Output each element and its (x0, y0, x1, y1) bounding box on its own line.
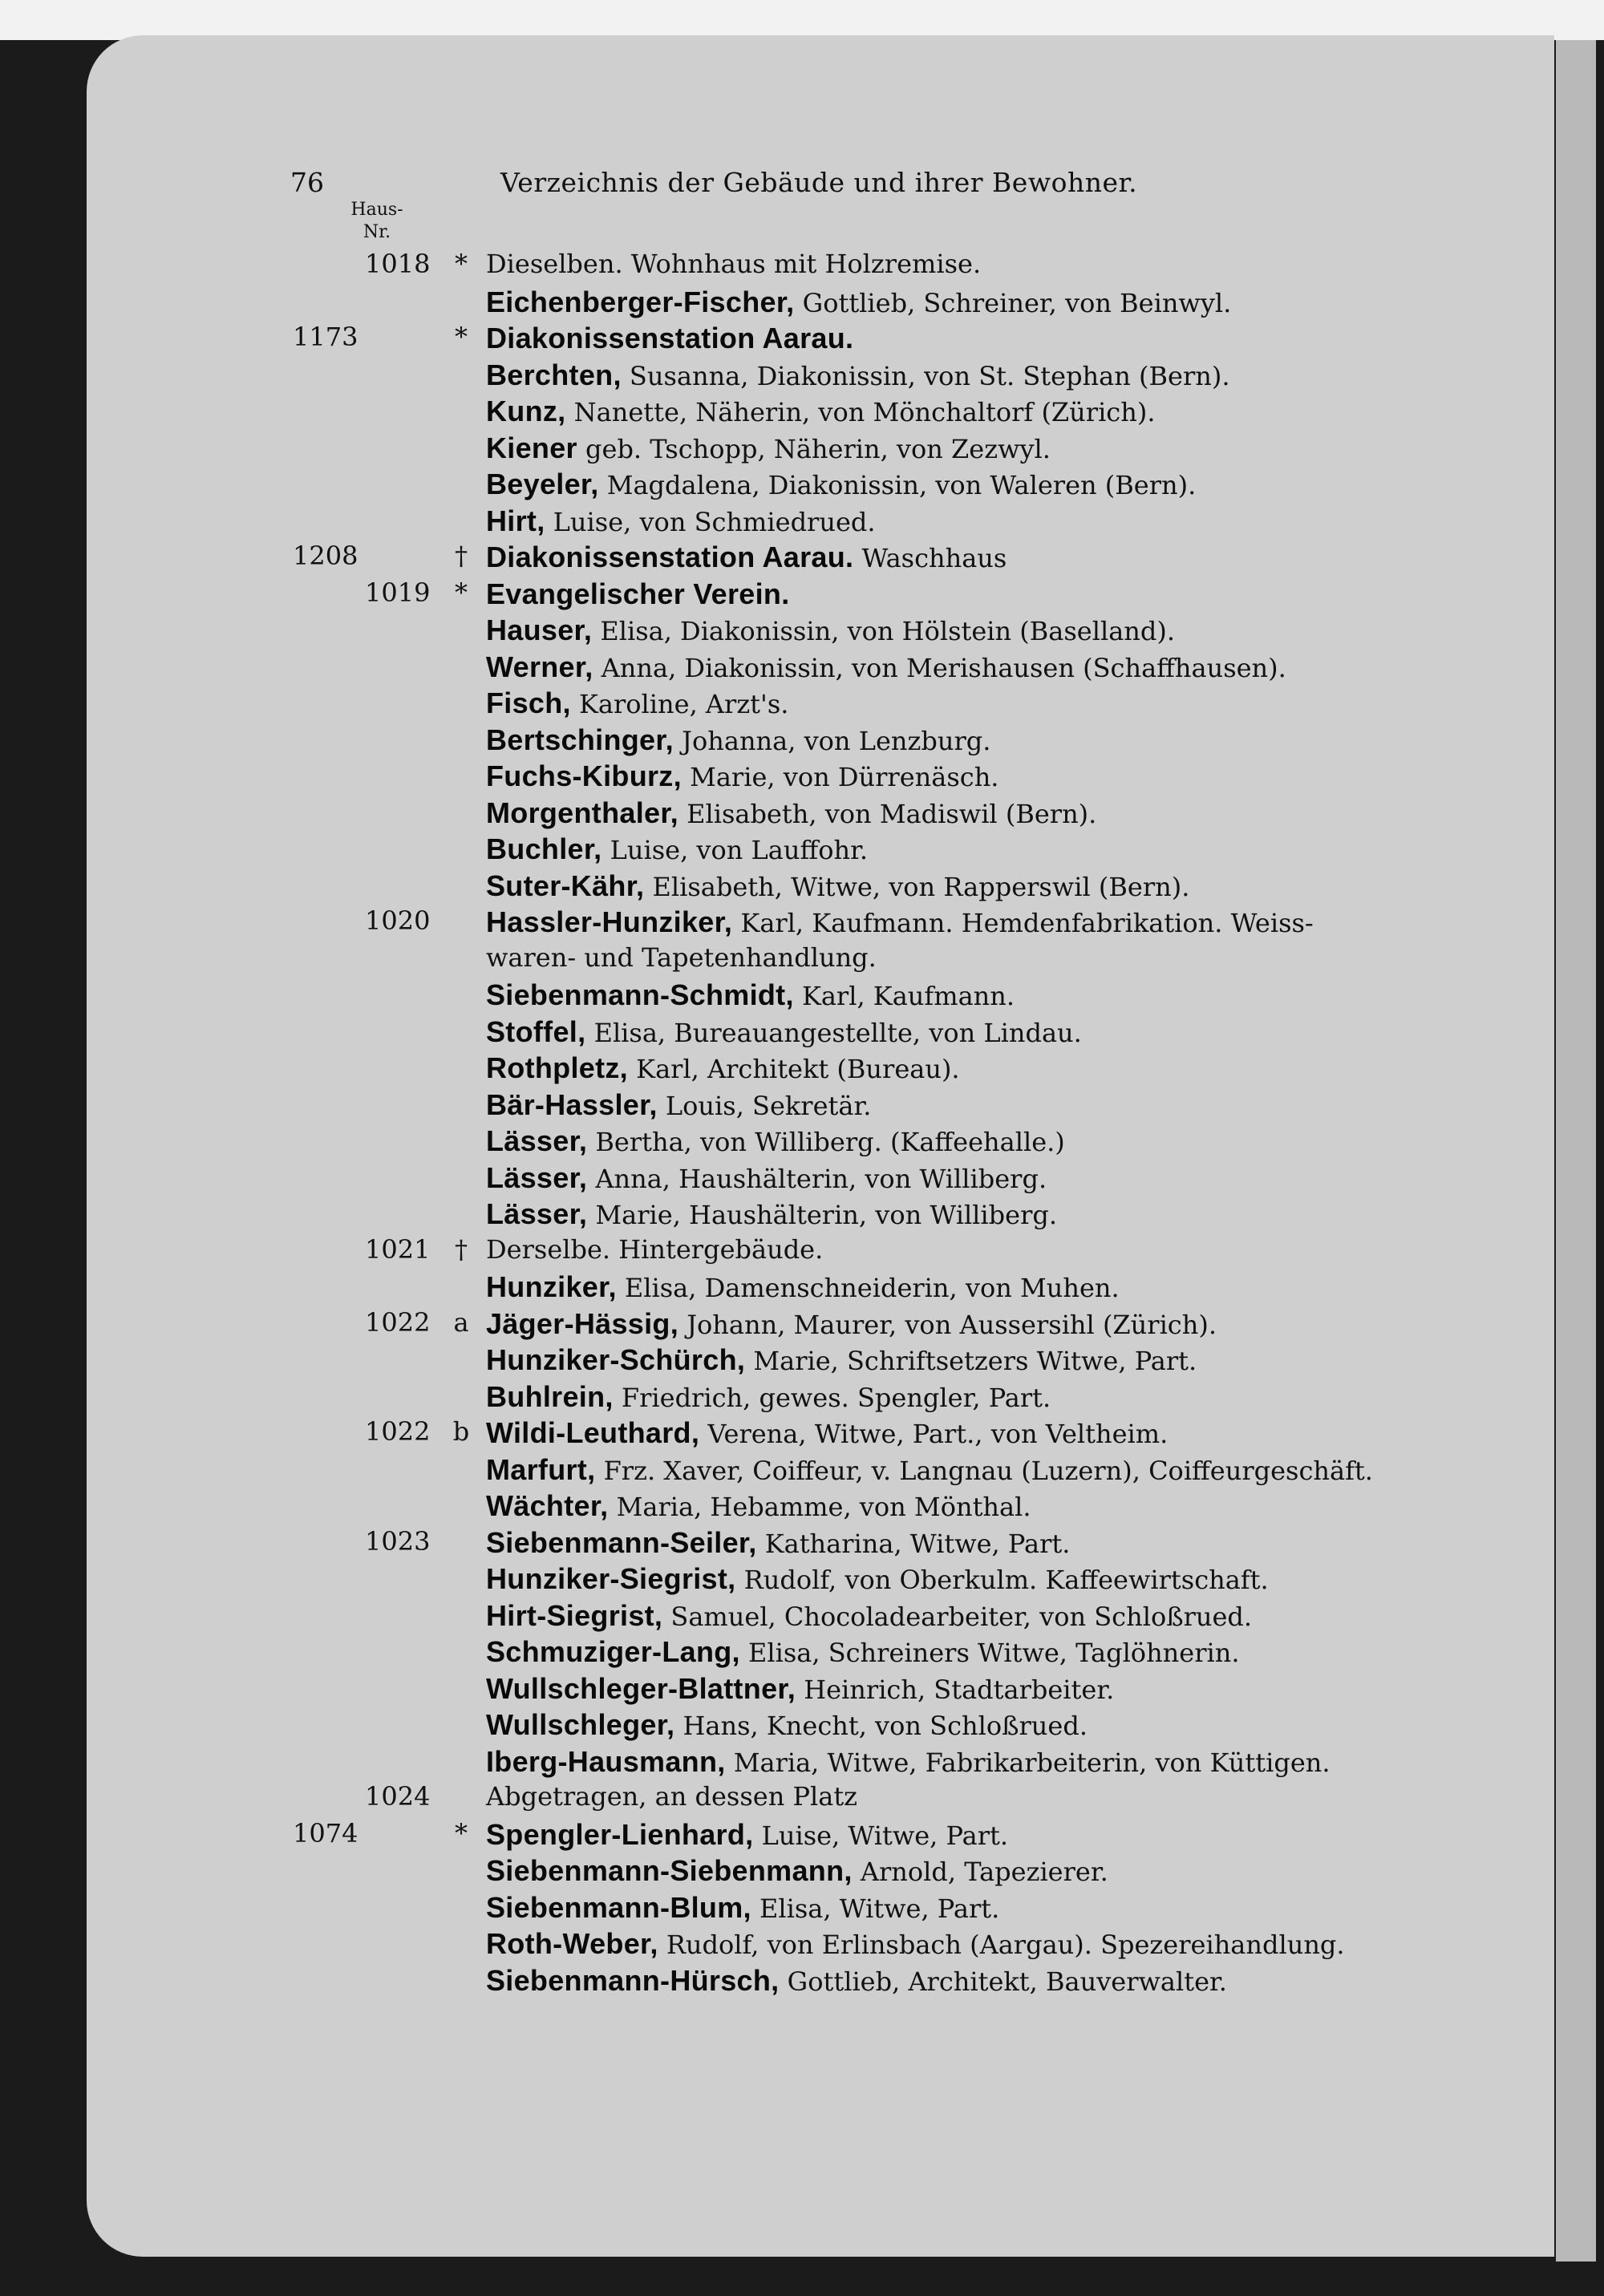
resident-name: Berchten, (486, 358, 622, 391)
directory-entry (0, 905, 1604, 942)
entry-text (486, 978, 1015, 1012)
entry-text (486, 942, 877, 973)
resident-details: Elisa, Damenschneiderin, von Muhen. (624, 1273, 1120, 1303)
entry-text (486, 1015, 1082, 1049)
directory-entry (0, 1599, 1604, 1636)
resident-name: Werner, (486, 650, 593, 683)
resident-name: Fisch, (486, 686, 571, 719)
building-type-mark: b (452, 1416, 470, 1447)
directory-entry (0, 504, 1604, 541)
entry-text (486, 1635, 1240, 1669)
directory-entry (0, 285, 1604, 322)
resident-details: Karl, Kaufmann. Hemdenfabrikation. Weiss- (740, 908, 1314, 938)
resident-name: Evangelischer Verein. (486, 577, 790, 610)
resident-details: Karl, Kaufmann. (801, 981, 1015, 1011)
resident-name: Lässer, (486, 1160, 588, 1194)
resident-details: Susanna, Diakonissin, von St. Stephan (Bern). (629, 360, 1230, 391)
resident-details: Luise, Witwe, Part. (761, 1820, 1009, 1851)
resident-details: Elisa, Diakonissin, von Hölstein (Baselland). (600, 616, 1176, 646)
entry-text (486, 285, 1231, 319)
entry-text (486, 1854, 1108, 1888)
resident-name: Wildi-Leuthard, (486, 1416, 700, 1449)
resident-details: Nanette, Näherin, von Mönchaltorf (Zürich). (573, 397, 1156, 427)
entry-text (486, 1927, 1345, 1961)
entry-text (486, 1197, 1057, 1231)
scan-background (0, 0, 1604, 40)
entry-text (486, 322, 853, 355)
resident-details: Waschhaus (861, 543, 1007, 573)
running-title: Verzeichnis der Gebäude und ihrer Bewohner. (500, 167, 1138, 198)
house-number: 1023 (365, 1525, 431, 1557)
directory-entry (0, 978, 1604, 1015)
entry-text (486, 832, 868, 866)
directory-entry (0, 1526, 1604, 1563)
entry-text (486, 1416, 1168, 1450)
resident-details: Johanna, von Lenzburg. (682, 725, 991, 756)
column-label-line-2: Nr. (363, 222, 391, 242)
directory-entry (0, 796, 1604, 833)
resident-name: Hassler-Hunziker, (486, 905, 733, 938)
house-number: 1173 (293, 322, 358, 352)
resident-details: Abgetragen, an dessen Platz (486, 1781, 858, 1812)
directory-entry (0, 723, 1604, 760)
directory-entry (0, 1453, 1604, 1490)
resident-name: Wullschleger, (486, 1708, 675, 1741)
resident-details: Anna, Haushälterin, von Williberg. (595, 1163, 1047, 1194)
entry-text (486, 1307, 1217, 1341)
resident-details: Dieselben. Wohnhaus mit Holzremise. (486, 249, 982, 279)
resident-name: Diakonissenstation Aarau. (486, 541, 854, 573)
directory-entry (0, 1051, 1604, 1088)
entry-text (486, 1562, 1269, 1596)
resident-details: Elisabeth, von Madiswil (Bern). (687, 798, 1097, 829)
resident-details: Luise, von Lauffohr. (610, 835, 869, 865)
resident-name: Siebenmann-Schmidt, (486, 978, 794, 1011)
resident-name: Siebenmann-Blum, (486, 1890, 751, 1924)
directory-entry (0, 1927, 1604, 1964)
directory-entry (0, 1562, 1604, 1599)
resident-details: Johann, Maurer, von Aussersihl (Zürich). (687, 1309, 1217, 1340)
directory-entry (0, 1672, 1604, 1709)
entry-text (486, 1964, 1227, 1998)
building-type-mark: † (455, 541, 468, 571)
resident-name: Hunziker-Schürch, (486, 1343, 746, 1376)
resident-details: Elisa, Witwe, Part. (759, 1893, 1000, 1924)
entry-text (486, 723, 990, 757)
entry-text (486, 1270, 1120, 1304)
directory-entry (0, 1234, 1604, 1271)
entry-text (486, 1234, 823, 1265)
directory-entry (0, 1745, 1604, 1782)
directory-entry (0, 613, 1604, 650)
directory-entry (0, 1307, 1604, 1344)
resident-name: Stoffel, (486, 1014, 586, 1048)
directory-entry (0, 942, 1604, 979)
house-number: 1019 (365, 577, 431, 608)
entry-text (486, 613, 1175, 647)
building-type-mark: † (455, 1233, 468, 1265)
directory-entry (0, 650, 1604, 687)
resident-name: Eichenberger-Fischer, (486, 285, 795, 318)
resident-name: Rothpletz, (486, 1051, 628, 1084)
directory-entry (0, 1708, 1604, 1745)
resident-details: Magdalena, Diakonissin, von Waleren (Bern). (606, 470, 1197, 500)
entry-text (486, 1781, 857, 1812)
entry-text (486, 796, 1096, 830)
entry-text (486, 1672, 1114, 1706)
resident-details: Gottlieb, Architekt, Bauverwalter. (787, 1966, 1227, 1997)
house-number: 1018 (365, 249, 431, 279)
resident-name: Lässer, (486, 1197, 588, 1230)
directory-entry (0, 1270, 1604, 1307)
resident-name: Kiener (486, 431, 577, 464)
entry-text (486, 1453, 1373, 1487)
directory-entry (0, 1781, 1604, 1818)
page-header (0, 167, 1604, 207)
entry-text (486, 504, 876, 538)
house-number: 1020 (365, 905, 431, 936)
resident-name: Diakonissenstation Aarau. (486, 322, 854, 354)
resident-details: Heinrich, Stadtarbeiter. (804, 1674, 1115, 1705)
resident-details: geb. Tschopp, Näherin, von Zezwyl. (585, 433, 1051, 464)
resident-details: Marie, Schriftsetzers Witwe, Part. (753, 1346, 1197, 1376)
resident-details: Verena, Witwe, Part., von Veltheim. (707, 1419, 1169, 1449)
entry-text (486, 358, 1230, 392)
entry-text (486, 1818, 1008, 1852)
resident-details: Hans, Knecht, von Schloßrued. (683, 1711, 1088, 1741)
resident-details: Derselbe. Hintergebäude. (486, 1233, 824, 1265)
resident-name: Spengler-Lienhard, (486, 1817, 754, 1851)
entry-text (486, 1745, 1331, 1779)
entry-text (486, 686, 788, 720)
resident-name: Kunz, (486, 395, 566, 427)
resident-details: Katharina, Witwe, Part. (764, 1528, 1071, 1559)
entry-text (486, 1161, 1047, 1195)
directory-entry (0, 1380, 1604, 1417)
resident-name: Siebenmann-Siebenmann, (486, 1854, 853, 1887)
resident-details: waren- und Tapetenhandlung. (486, 941, 877, 973)
entry-text (486, 1380, 1051, 1414)
resident-details: Anna, Diakonissin, von Merishausen (Schaffhausen). (601, 652, 1286, 683)
resident-details: Maria, Witwe, Fabrikarbeiterin, von Küttigen. (733, 1747, 1331, 1778)
building-type-mark: * (455, 249, 468, 279)
resident-name: Bär-Hassler, (486, 1087, 658, 1121)
directory-entry (0, 1197, 1604, 1234)
building-type-mark: * (455, 322, 468, 352)
resident-name: Hirt, (486, 504, 545, 537)
resident-name: Fuchs-Kiburz, (486, 759, 682, 792)
house-number: 1074 (293, 1817, 358, 1849)
resident-details: Rudolf, von Erlinsbach (Aargau). Spezereihandlung. (666, 1930, 1345, 1960)
directory-entry (0, 577, 1604, 614)
entry-text (486, 541, 1007, 574)
resident-name: Lässer, (486, 1124, 588, 1157)
resident-details: Marie, von Dürrenäsch. (690, 762, 999, 792)
resident-name: Buchler, (486, 832, 602, 865)
resident-details: Luise, von Schmiedrued. (553, 506, 876, 537)
entry-text (486, 395, 1155, 428)
entry-text (486, 650, 1286, 684)
column-label-line-1: Haus- (350, 200, 403, 220)
directory-entry (0, 759, 1604, 796)
resident-details: Elisa, Schreiners Witwe, Taglöhnerin. (748, 1638, 1240, 1668)
entry-text (486, 869, 1189, 903)
entry-text (486, 1051, 960, 1085)
entry-text (486, 1088, 871, 1122)
directory-entry (0, 1416, 1604, 1453)
resident-details: Elisa, Bureauangestellte, von Lindau. (593, 1017, 1082, 1048)
directory-entry (0, 431, 1604, 468)
directory-entry (0, 249, 1604, 285)
resident-details: Samuel, Chocoladearbeiter, von Schloßrued. (670, 1601, 1253, 1632)
resident-name: Siebenmann-Seiler, (486, 1525, 757, 1559)
directory-entry (0, 468, 1604, 504)
directory-entry (0, 1343, 1604, 1380)
resident-name: Morgenthaler, (486, 796, 678, 829)
resident-details: Gottlieb, Schreiner, von Beinwyl. (802, 287, 1232, 318)
directory-entry (0, 1015, 1604, 1052)
house-number: 1022 (365, 1306, 431, 1338)
directory-entry (0, 1635, 1604, 1672)
entry-text (486, 1343, 1197, 1377)
entry-text (486, 468, 1196, 501)
resident-details: Elisabeth, Witwe, von Rapperswil (Bern). (652, 871, 1190, 902)
directory-entry (0, 832, 1604, 869)
resident-details: Louis, Sekretär. (665, 1090, 872, 1121)
resident-details: Friedrich, gewes. Spengler, Part. (621, 1382, 1051, 1413)
entry-text (486, 905, 1314, 939)
entry-text (486, 1124, 1065, 1158)
resident-details: Arnold, Tapezierer. (860, 1857, 1108, 1887)
resident-details: Karoline, Arzt's. (579, 689, 789, 719)
resident-details: Frz. Xaver, Coiffeur, v. Langnau (Luzern), Coiffeurgeschäft. (603, 1455, 1373, 1486)
resident-name: Wullschleger-Blattner, (486, 1671, 796, 1705)
resident-name: Beyeler, (486, 468, 599, 500)
resident-name: Bertschinger, (486, 723, 674, 756)
building-type-mark: a (453, 1306, 469, 1338)
directory-entry (0, 395, 1604, 431)
resident-name: Hauser, (486, 613, 593, 646)
resident-name: Buhlrein, (486, 1379, 614, 1413)
directory-entry (0, 358, 1604, 395)
building-type-mark: * (455, 1817, 468, 1849)
directory-entry (0, 1854, 1604, 1891)
directory-entry (0, 1161, 1604, 1198)
resident-name: Wächter, (486, 1489, 609, 1522)
resident-name: Iberg-Hausmann, (486, 1744, 726, 1778)
resident-details: Marie, Haushälterin, von Williberg. (595, 1200, 1058, 1230)
resident-details: Bertha, von Williberg. (Kaffeehalle.) (595, 1127, 1065, 1157)
house-number-column-label (345, 199, 409, 244)
directory-entry (0, 1891, 1604, 1928)
entry-text (486, 1891, 999, 1925)
resident-name: Hunziker, (486, 1270, 617, 1303)
entry-text (486, 1599, 1252, 1633)
resident-name: Hunziker-Siegrist, (486, 1562, 736, 1595)
directory-entry (0, 1489, 1604, 1526)
resident-details: Rudolf, von Oberkulm. Kaffeewirtschaft. (743, 1565, 1269, 1595)
entry-text (486, 759, 998, 793)
resident-name: Siebenmann-Hürsch, (486, 1963, 780, 1997)
directory-entry (0, 1964, 1604, 2001)
page-number: 76 (290, 167, 324, 198)
directory-entry (0, 1818, 1604, 1855)
house-number: 1024 (365, 1781, 431, 1812)
directory-entry (0, 322, 1604, 358)
entry-text (486, 1489, 1031, 1523)
resident-name: Suter-Kähr, (486, 869, 645, 902)
entry-text (486, 577, 790, 611)
entry-text (486, 1708, 1088, 1742)
resident-name: Marfurt, (486, 1452, 596, 1486)
house-number: 1022 (365, 1416, 431, 1447)
resident-directory (0, 249, 1604, 2000)
directory-entry (0, 1124, 1604, 1161)
directory-entry (0, 541, 1604, 577)
directory-entry (0, 869, 1604, 906)
house-number: 1208 (293, 541, 358, 571)
entry-text (486, 1526, 1070, 1560)
resident-name: Jäger-Hässig, (486, 1306, 679, 1340)
resident-details: Maria, Hebamme, von Mönthal. (616, 1492, 1031, 1522)
building-type-mark: * (455, 577, 468, 608)
resident-name: Schmuziger-Lang, (486, 1635, 740, 1668)
resident-name: Hirt-Siegrist, (486, 1598, 663, 1632)
resident-name: Roth-Weber, (486, 1927, 658, 1960)
directory-entry (0, 686, 1604, 723)
entry-text (486, 249, 981, 279)
house-number: 1021 (365, 1233, 431, 1265)
resident-details: Karl, Architekt (Bureau). (636, 1054, 960, 1084)
entry-text (486, 431, 1051, 465)
directory-entry (0, 1088, 1604, 1125)
